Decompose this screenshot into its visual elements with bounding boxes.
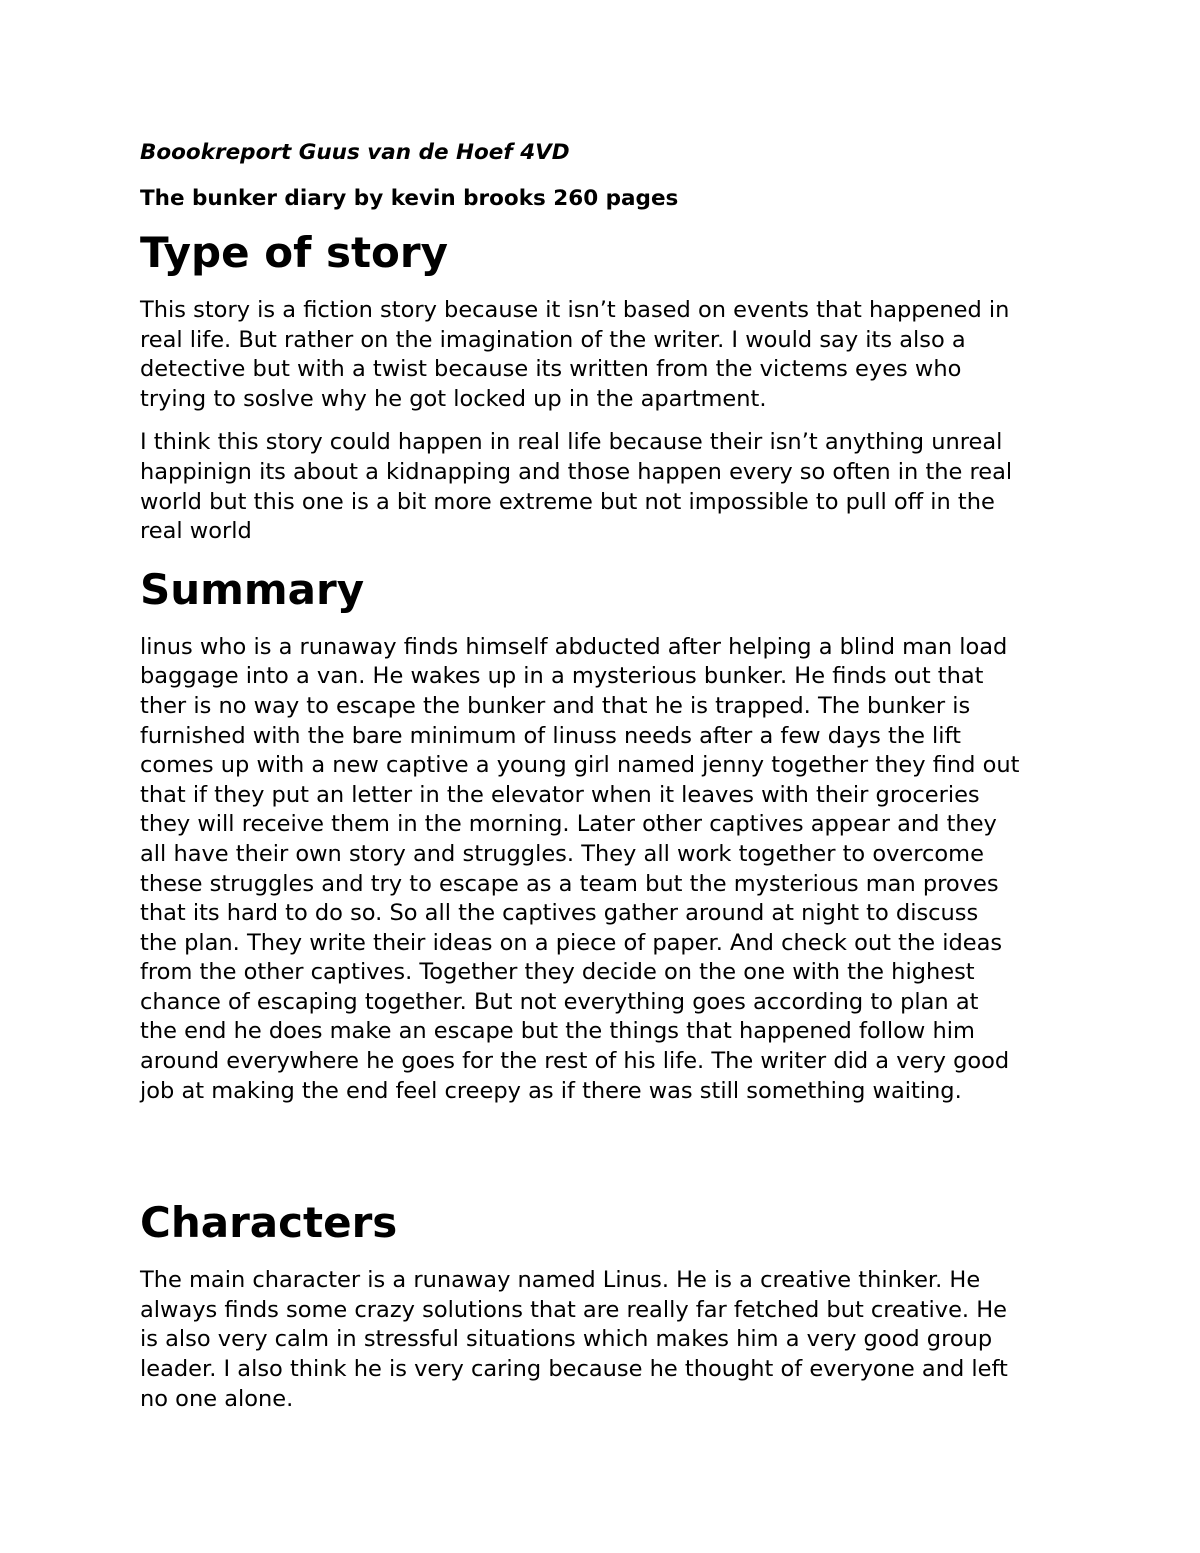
text-line: around everywhere he goes for the rest of his life. The writer did a very good (140, 1048, 1010, 1075)
text-line: comes up with a new captive a young girl named jenny together they find out (140, 752, 1020, 779)
text-line: baggage into a van. He wakes up in a mysterious bunker. He finds out that (140, 663, 984, 690)
text-line: real world (140, 518, 252, 545)
text-line: that its hard to do so. So all the captives gather around at night to discuss (140, 900, 979, 927)
text-line: that if they put an letter in the elevator when it leaves with their groceries (140, 781, 980, 808)
text-line: the plan. They write their ideas on a piece of paper. And check out the ideas (140, 929, 1003, 956)
text-line: furnished with the bare minimum of linuss needs after a few days the lift (140, 722, 961, 749)
text-line: detective but with a twist because its written from the victems eyes who (140, 356, 962, 383)
blank-space (140, 1120, 1070, 1194)
section-heading-type-of-story: Type of story (140, 228, 448, 277)
author-line: Boookreport Guus van de Hoef 4VD (140, 140, 570, 165)
paragraph-summary (140, 633, 1070, 1107)
text-line: trying to soslve why he got locked up in the apartment. (140, 385, 767, 412)
text-line: chance of escaping together. But not everything goes according to plan at (140, 988, 979, 1015)
text-line: linus who is a runaway finds himself abducted after helping a blind man load (140, 633, 1008, 660)
text-line: ther is no way to escape the bunker and that he is trapped. The bunker is (140, 692, 971, 719)
text-line: is also very calm in stressful situations which makes him a very good group (140, 1326, 993, 1353)
text-line: the end he does make an escape but the things that happened follow him (140, 1018, 975, 1045)
text-line: happinign its about a kidnapping and those happen every so often in the real (140, 458, 1013, 485)
paragraph-characters (140, 1266, 1070, 1414)
text-line: from the other captives. Together they decide on the one with the highest (140, 959, 975, 986)
text-line: all have their own story and struggles. They all work together to overcome (140, 840, 984, 867)
text-line: world but this one is a bit more extreme but not impossible to pull off in the (140, 488, 995, 515)
text-line: The main character is a runaway named Linus. He is a creative thinker. He (140, 1267, 981, 1294)
text-line: no one alone. (140, 1385, 294, 1412)
text-line: real life. But rather on the imagination of the writer. I would say its also a (140, 326, 966, 353)
book-title-line: The bunker diary by kevin brooks 260 pages (140, 186, 679, 211)
document-page (140, 138, 1070, 1428)
text-line: job at making the end feel creepy as if there was still something waiting. (140, 1077, 962, 1104)
text-line: always finds some crazy solutions that are really far fetched but creative. He (140, 1296, 1007, 1323)
text-line: This story is a fiction story because it isn’t based on events that happened in (140, 297, 1010, 323)
text-line: leader. I also think he is very caring because he thought of everyone and left (140, 1356, 1008, 1383)
section-heading-characters: Characters (140, 1198, 398, 1248)
text-line: these struggles and try to escape as a team but the mysterious man proves (140, 870, 999, 897)
paragraph-type-of-story-2 (140, 428, 1070, 546)
paragraph-type-of-story-1 (140, 296, 1070, 414)
section-heading-summary: Summary (140, 564, 365, 614)
text-line: I think this story could happen in real life because their isn’t anything unreal (140, 429, 1003, 456)
text-line: they will receive them in the morning. Later other captives appear and they (140, 811, 997, 838)
